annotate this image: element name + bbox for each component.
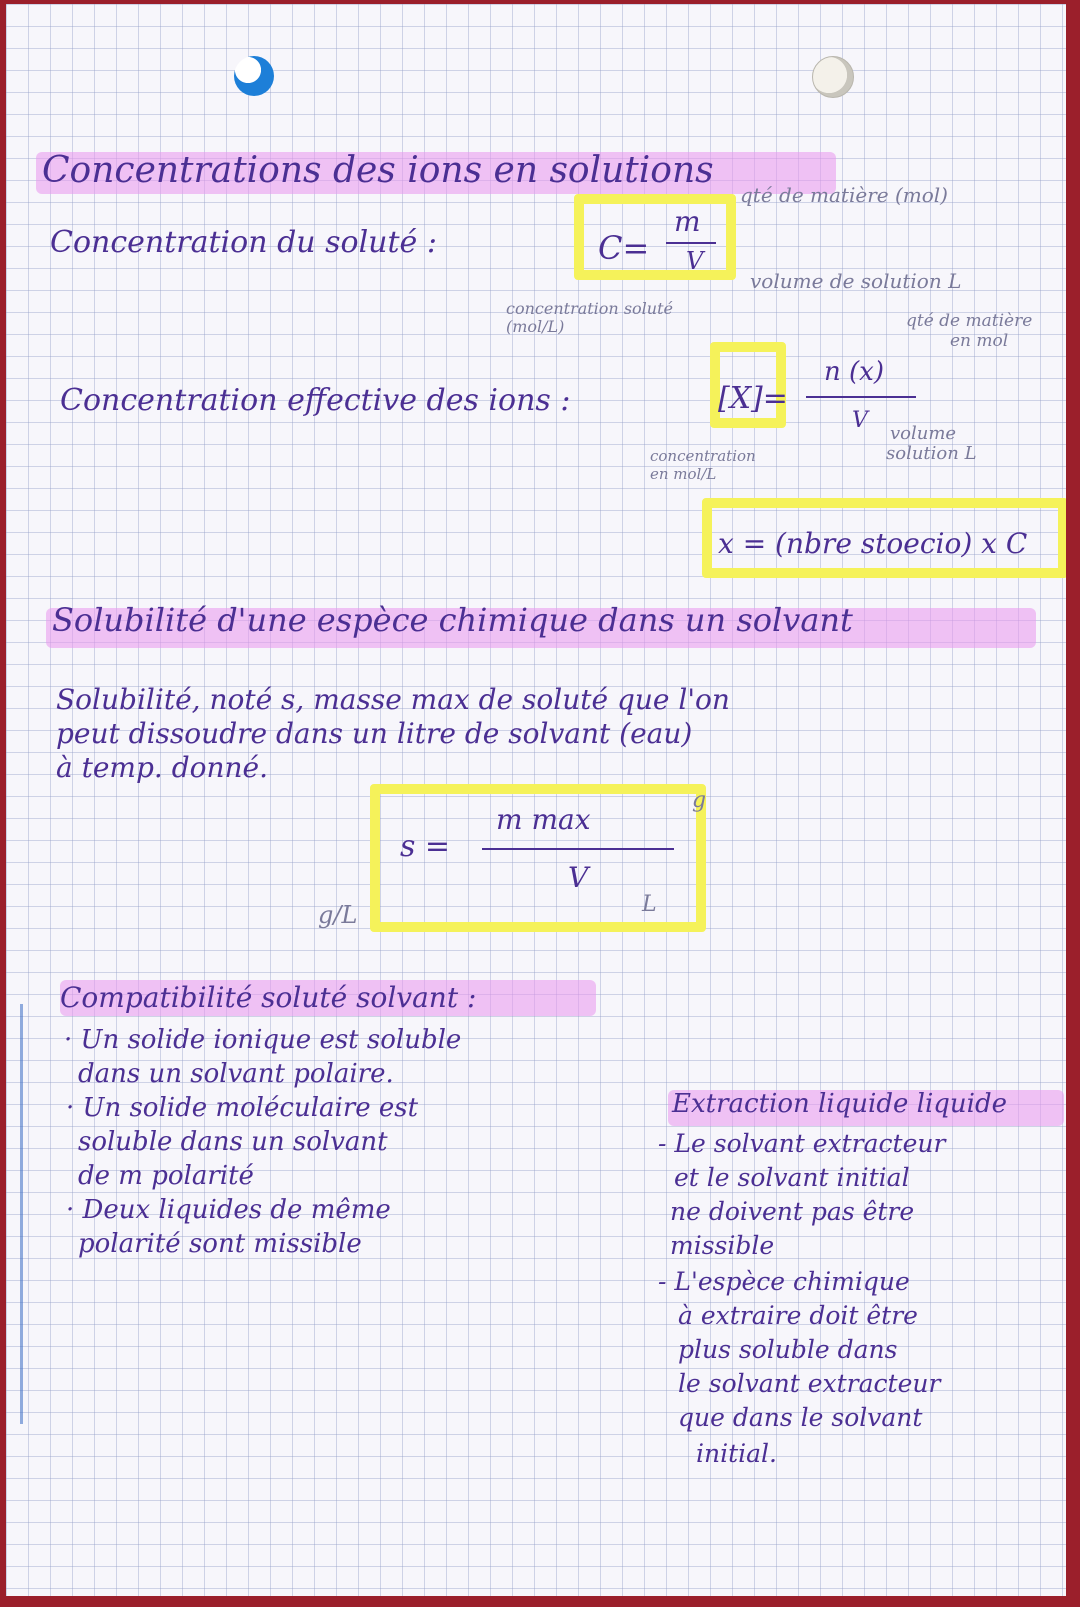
extraction-line: initial. [696, 1439, 777, 1468]
concentration-effective-label: Concentration effective des ions : [60, 383, 571, 418]
formula1-fraction-bar [666, 242, 716, 244]
compat-line: · Deux liquides de même [66, 1195, 391, 1225]
annotation-qte-matiere2-line1: qté de matière [906, 311, 1033, 331]
formula2-denominator: V [852, 408, 868, 433]
formula1-lhs: C= [598, 229, 650, 267]
section4-title: Extraction liquide liquide [672, 1089, 1008, 1119]
formula-solubility-fraction-bar [482, 848, 674, 850]
solubility-paragraph-line1: Solubilité, noté s, masse max de soluté que l'on [56, 683, 730, 716]
annotation-volume2-line2: solution L [886, 443, 977, 464]
extraction-line: ne doivent pas être [670, 1197, 915, 1226]
annotation-qte-matiere2-line2: en mol [950, 331, 1009, 351]
formula-solubility-lhs: s = [400, 829, 451, 864]
compat-line: · Un solide ionique est soluble [64, 1025, 462, 1055]
margin-line [20, 1004, 23, 1424]
section3-title: Compatibilité soluté solvant : [60, 981, 477, 1014]
formula2-lhs: [X]= [718, 381, 788, 416]
extraction-line: - L'espèce chimique [658, 1267, 910, 1296]
compat-line: dans un solvant polaire. [78, 1059, 394, 1089]
annotation-concentration2-line1: concentration [650, 447, 756, 465]
unit-g: g [692, 788, 707, 813]
formula2-numerator: n (x) [824, 357, 884, 387]
compat-line: soluble dans un solvant [78, 1127, 388, 1157]
unit-g-per-l: g/L [318, 901, 358, 929]
formula3: x = (nbre stoecio) x C [718, 527, 1028, 560]
annotation-qte-matiere: qté de matière (mol) [740, 183, 948, 207]
unit-l: L [642, 892, 657, 917]
compat-line: de m polarité [78, 1161, 254, 1191]
section2-title: Solubilité d'une espèce chimique dans un solvant [52, 601, 853, 639]
notebook-page [6, 4, 1066, 1596]
formula1-denominator: V [686, 247, 704, 275]
binder-hole-left [234, 56, 274, 96]
binder-hole-right [812, 56, 854, 98]
formula2-fraction-bar [806, 396, 916, 398]
concentration-solute-label: Concentration du soluté : [50, 225, 437, 260]
annotation-volume-solution: volume de solution L [750, 269, 962, 293]
annotation-concentration-solute: concentration soluté (mol/L) [506, 299, 673, 337]
compat-line: polarité sont missible [78, 1229, 362, 1259]
formula1-numerator: m [674, 205, 701, 238]
extraction-line: le solvant extracteur [678, 1369, 941, 1398]
extraction-line: - Le solvant extracteur [658, 1129, 946, 1158]
extraction-line: missible [670, 1231, 775, 1260]
extraction-line: que dans le solvant [678, 1403, 923, 1432]
solubility-paragraph-line2: peut dissoudre dans un litre de solvant (eau) [56, 717, 693, 750]
formula-solubility-denominator: V [568, 861, 589, 894]
compat-line: · Un solide moléculaire est [66, 1093, 419, 1123]
extraction-line: et le solvant initial [674, 1163, 910, 1192]
annotation-volume2-line1: volume [890, 423, 957, 444]
formula-solubility-numerator: m max [496, 803, 591, 836]
extraction-line: à extraire doit être [678, 1301, 918, 1330]
solubility-paragraph-line3: à temp. donné. [56, 751, 269, 784]
section1-title: Concentrations des ions en solutions [42, 150, 714, 191]
annotation-concentration2-line2: en mol/L [650, 465, 717, 483]
extraction-line: plus soluble dans [678, 1335, 898, 1364]
